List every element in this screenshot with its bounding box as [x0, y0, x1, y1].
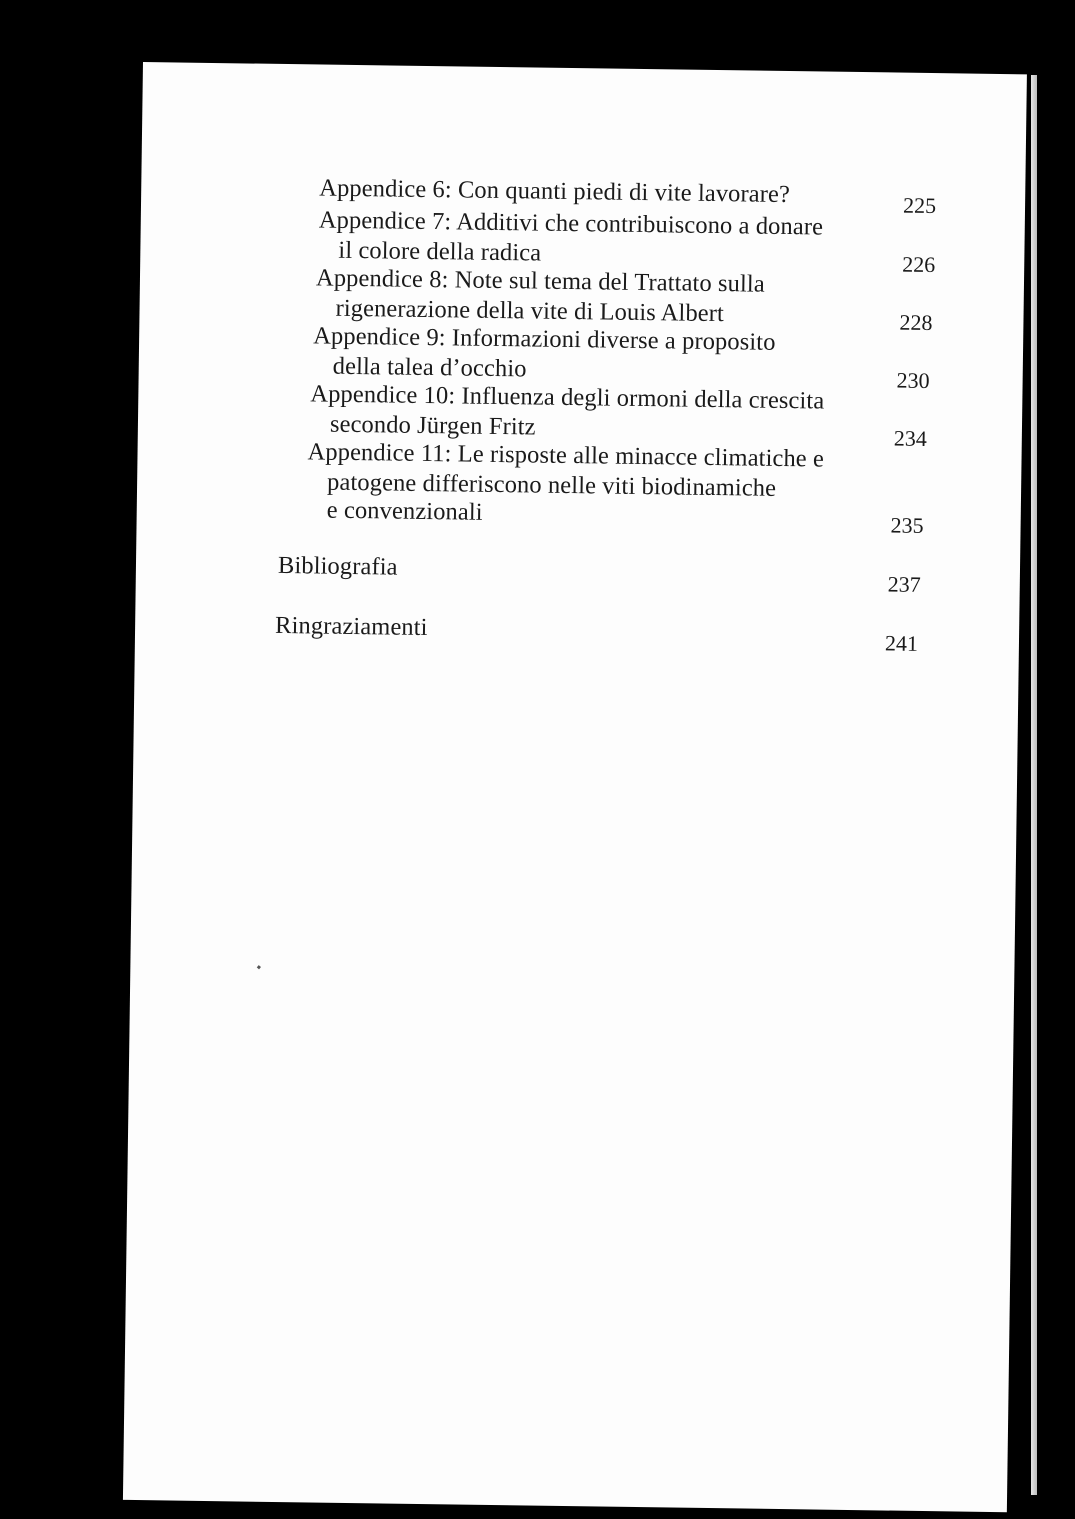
toc-entry-appendice-9: Appendice 9: Informazioni diverse a proposito — [313, 322, 776, 356]
book-page — [123, 62, 1027, 1512]
toc-entry-appendice-6: Appendice 6: Con quanti piedi di vite lavorare? — [319, 174, 791, 209]
toc-entry-continuation: rigenerazione della vite di Louis Albert — [335, 294, 725, 328]
toc-entry-ringraziamenti: Ringraziamenti — [274, 611, 428, 642]
toc-page-number: 241 — [884, 630, 919, 656]
toc-entry-appendice-10: Appendice 10: Influenza degli ormoni della crescita — [310, 380, 825, 415]
toc-entry-continuation: della talea d’occhio — [332, 352, 527, 383]
toc-page-number: 225 — [902, 192, 937, 219]
toc-entry-continuation: patogene differiscono nelle viti biodinamiche — [326, 468, 777, 502]
toc-entry-bibliografia: Bibliografia — [277, 551, 398, 581]
toc-page-number: 237 — [887, 571, 921, 597]
toc-entry-continuation: il colore della radica — [338, 236, 542, 267]
toc-entry-appendice-11: Appendice 11: Le risposte alle minacce climatiche e — [307, 438, 825, 473]
toc-page-number: 234 — [893, 425, 927, 451]
toc-page-number: 226 — [902, 251, 936, 278]
toc-entry-continuation: e convenzionali — [326, 496, 483, 526]
toc-entry-appendice-8: Appendice 8: Note sul tema del Trattato sulla — [315, 264, 765, 298]
toc-page-number: 230 — [896, 367, 930, 394]
toc-entry-appendice-7: Appendice 7: Additivi che contribuiscono a donare — [318, 206, 824, 241]
toc-entry-continuation: secondo Jürgen Fritz — [329, 410, 536, 441]
toc-page-number: 235 — [890, 512, 924, 538]
toc-page-number: 228 — [899, 309, 933, 336]
scan-speck — [257, 965, 261, 969]
page-edge-shadow — [1031, 75, 1037, 1495]
